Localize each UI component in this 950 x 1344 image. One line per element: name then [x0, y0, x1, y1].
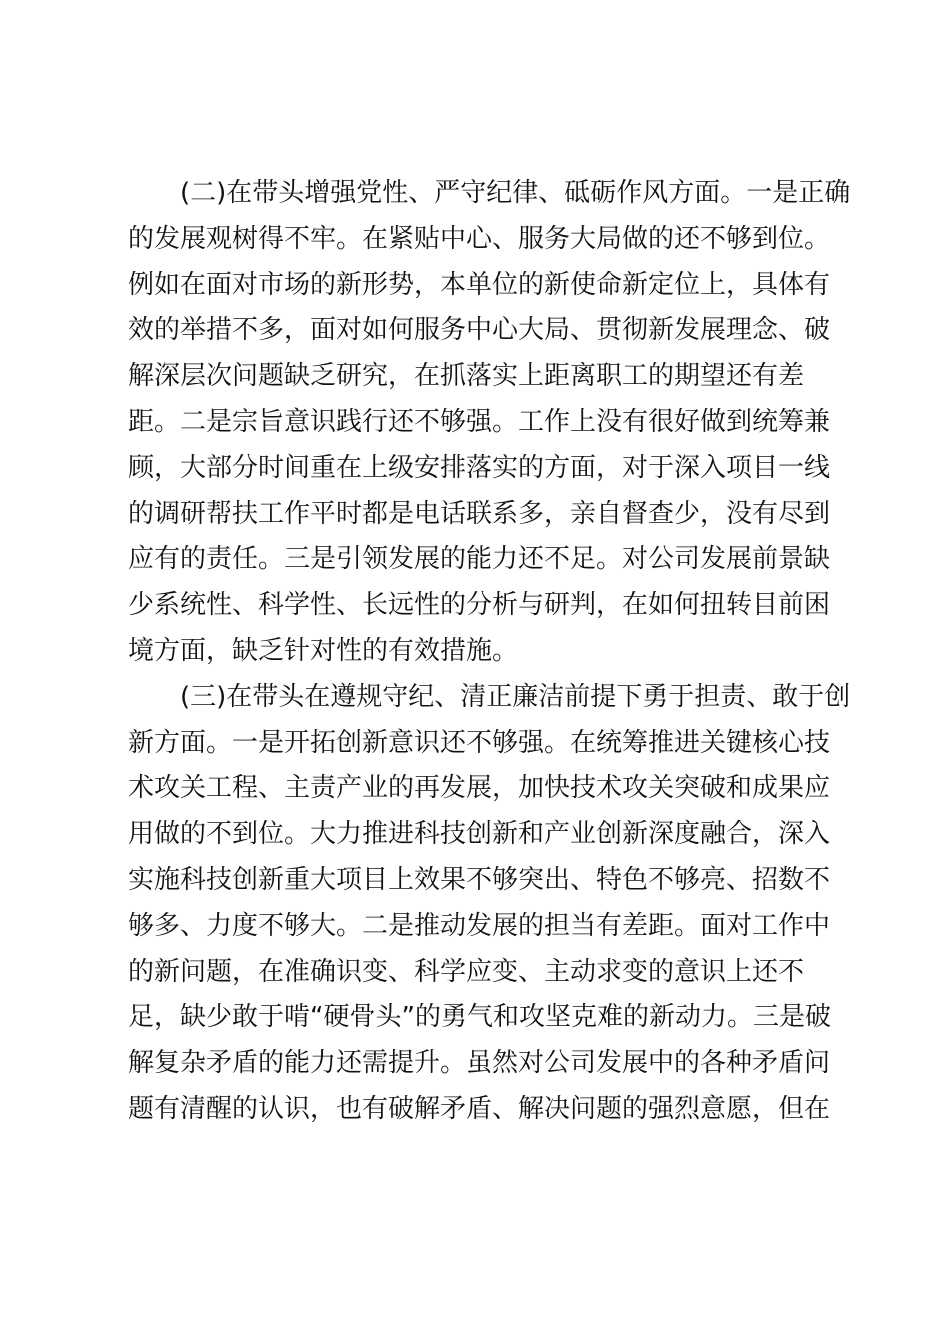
- text-line: 的新问题，在准确识变、科学应变、主动求变的意识上还不: [128, 956, 805, 987]
- text-line: 解复杂矛盾的能力还需提升。虽然对公司发展中的各种矛盾问: [128, 1048, 831, 1079]
- text-line: 用做的不到位。大力推进科技创新和产业创新深度融合，深入: [128, 819, 831, 850]
- text-line: 的发展观树得不牢。在紧贴中心、服务大局做的还不够到位。: [128, 223, 831, 254]
- text-line: 的调研帮扶工作平时都是电话联系多，亲自督查少，没有尽到: [128, 498, 831, 529]
- text-line: 境方面，缺乏针对性的有效措施。: [128, 635, 519, 666]
- document-body: [128, 171, 851, 1133]
- text-line: 效的举措不多，面对如何服务中心大局、贯彻新发展理念、破: [128, 315, 831, 346]
- text-line: 实施科技创新重大项目上效果不够突出、特色不够亮、招数不: [128, 864, 831, 895]
- text-line: 新方面。一是开拓创新意识还不够强。在统筹推进关键核心技: [128, 727, 831, 758]
- text-line: 少系统性、科学性、长远性的分析与研判，在如何扭转目前困: [128, 590, 831, 621]
- text-line: 题有清醒的认识，也有破解矛盾、解决问题的强烈意愿，但在: [128, 1093, 831, 1124]
- paragraph-2: [128, 171, 851, 675]
- text-line: 例如在面对市场的新形势，本单位的新使命新定位上，具体有: [128, 269, 831, 300]
- text-line: 足，缺少敢于啃“硬骨头”的勇气和攻坚克难的新动力。三是破: [128, 1002, 831, 1033]
- text-line: 够多、力度不够大。二是推动发展的担当有差距。面对工作中: [128, 910, 831, 941]
- text-line: 距。二是宗旨意识践行还不够强。工作上没有很好做到统筹兼: [128, 406, 831, 437]
- text-line: (三)在带头在遵规守纪、清正廉洁前提下勇于担责、敢于创: [180, 681, 851, 712]
- paragraph-3: [128, 675, 851, 1133]
- text-line: (二)在带头增强党性、严守纪律、砥砺作风方面。一是正确: [180, 178, 851, 208]
- text-line: 术攻关工程、主责产业的再发展，加快技术攻关突破和成果应: [128, 773, 831, 804]
- text-line: 解深层次问题缺乏研究，在抓落实上距离职工的期望还有差: [128, 361, 805, 392]
- text-line: 应有的责任。三是引领发展的能力还不足。对公司发展前景缺: [128, 544, 831, 575]
- text-line: 顾，大部分时间重在上级安排落实的方面，对于深入项目一线: [128, 452, 831, 483]
